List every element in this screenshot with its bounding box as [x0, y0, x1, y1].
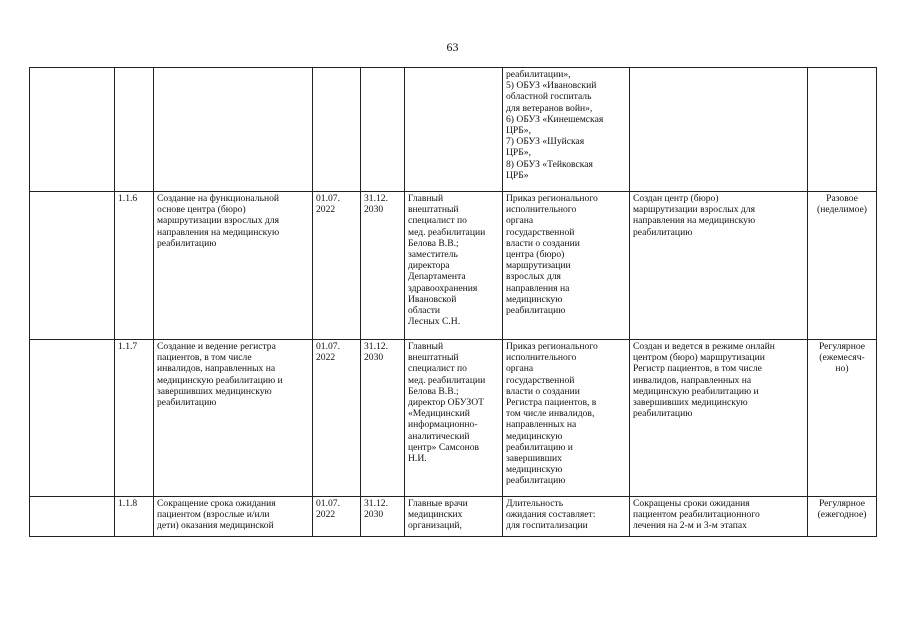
cell-responsible — [405, 68, 503, 192]
cell-blank — [30, 340, 115, 497]
table-row-1-1-8 — [30, 497, 877, 537]
cell-basis: Приказ регионального исполнительного органа государственной власти о создании Регистра пациентов, в том числе инвалидов, направленных на медицинскую реабилитацию и завершивших медицинскую реабилитацию — [503, 340, 630, 497]
cell-start: 01.07. 2022 — [313, 192, 361, 340]
cell-result — [630, 68, 808, 192]
cell-start: 01.07. 2022 — [313, 340, 361, 497]
cell-type: Разовое (неделимое) — [808, 192, 877, 340]
cell-responsible: Главный внештатный специалист по мед. реабилитации Белова В.В.; директор ОБУЗОТ «Медицинский информационно- аналитический центр» Самсонов Н.И. — [405, 340, 503, 497]
page-number: 63 — [446, 40, 459, 54]
cell-name — [154, 68, 313, 192]
cell-end: 31.12. 2030 — [361, 497, 405, 537]
cell-responsible: Главные врачи медицинских организаций, — [405, 497, 503, 537]
cell-type: Регулярное (ежемесяч- но) — [808, 340, 877, 497]
cell-responsible: Главный внештатный специалист по мед. реабилитации Белова В.В.; заместитель директора Департамента здравоохранения Ивановской области Лесных С.Н. — [405, 192, 503, 340]
cell-blank — [30, 192, 115, 340]
cell-blank — [30, 68, 115, 192]
table-row-1-1-6 — [30, 192, 877, 340]
table-row-continuation — [30, 68, 877, 192]
cell-blank — [30, 497, 115, 537]
cell-result: Создан центр (бюро) маршрутизации взрослых для направления на медицинскую реабилитацию — [630, 192, 808, 340]
activity-table — [29, 67, 877, 537]
cell-num — [115, 68, 154, 192]
cell-basis: Приказ регионального исполнительного органа государственной власти о создании центра (бюро) маршрутизации взрослых для направления на медицинскую реабилитацию — [503, 192, 630, 340]
cell-name: Создание на функциональной основе центра (бюро) маршрутизации взрослых для направления на медицинскую реабилитацию — [154, 192, 313, 340]
cell-name: Сокращение срока ожидания пациентом (взрослые и/или дети) оказания медицинской — [154, 497, 313, 537]
cell-result: Сокращены сроки ожидания пациентом реабилитационного лечения на 2-м и 3-м этапах — [630, 497, 808, 537]
cell-result: Создан и ведется в режиме онлайн центром (бюро) маршрутизации Регистр пациентов, в том числе инвалидов, направленных на медицинскую реабилитацию и завершивших медицинскую реабилитацию — [630, 340, 808, 497]
cell-type: Регулярное (ежегодное) — [808, 497, 877, 537]
cell-end: 31.12. 2030 — [361, 340, 405, 497]
cell-end: 31.12. 2030 — [361, 192, 405, 340]
cell-num: 1.1.7 — [115, 340, 154, 497]
cell-start: 01.07. 2022 — [313, 497, 361, 537]
cell-basis: Длительность ожидания составляет: для госпитализации — [503, 497, 630, 537]
cell-basis: реабилитации», 5) ОБУЗ «Ивановский областной госпиталь для ветеранов войн», 6) ОБУЗ «Кинешемская ЦРБ», 7) ОБУЗ «Шуйская ЦРБ», 8) ОБУЗ «Тейковская ЦРБ» — [503, 68, 630, 192]
cell-num: 1.1.8 — [115, 497, 154, 537]
cell-type — [808, 68, 877, 192]
cell-num: 1.1.6 — [115, 192, 154, 340]
table-row-1-1-7 — [30, 340, 877, 497]
cell-end — [361, 68, 405, 192]
cell-name: Создание и ведение регистра пациентов, в том числе инвалидов, направленных на медицинскую реабилитацию и завершивших медицинскую реабилитацию — [154, 340, 313, 497]
cell-start — [313, 68, 361, 192]
